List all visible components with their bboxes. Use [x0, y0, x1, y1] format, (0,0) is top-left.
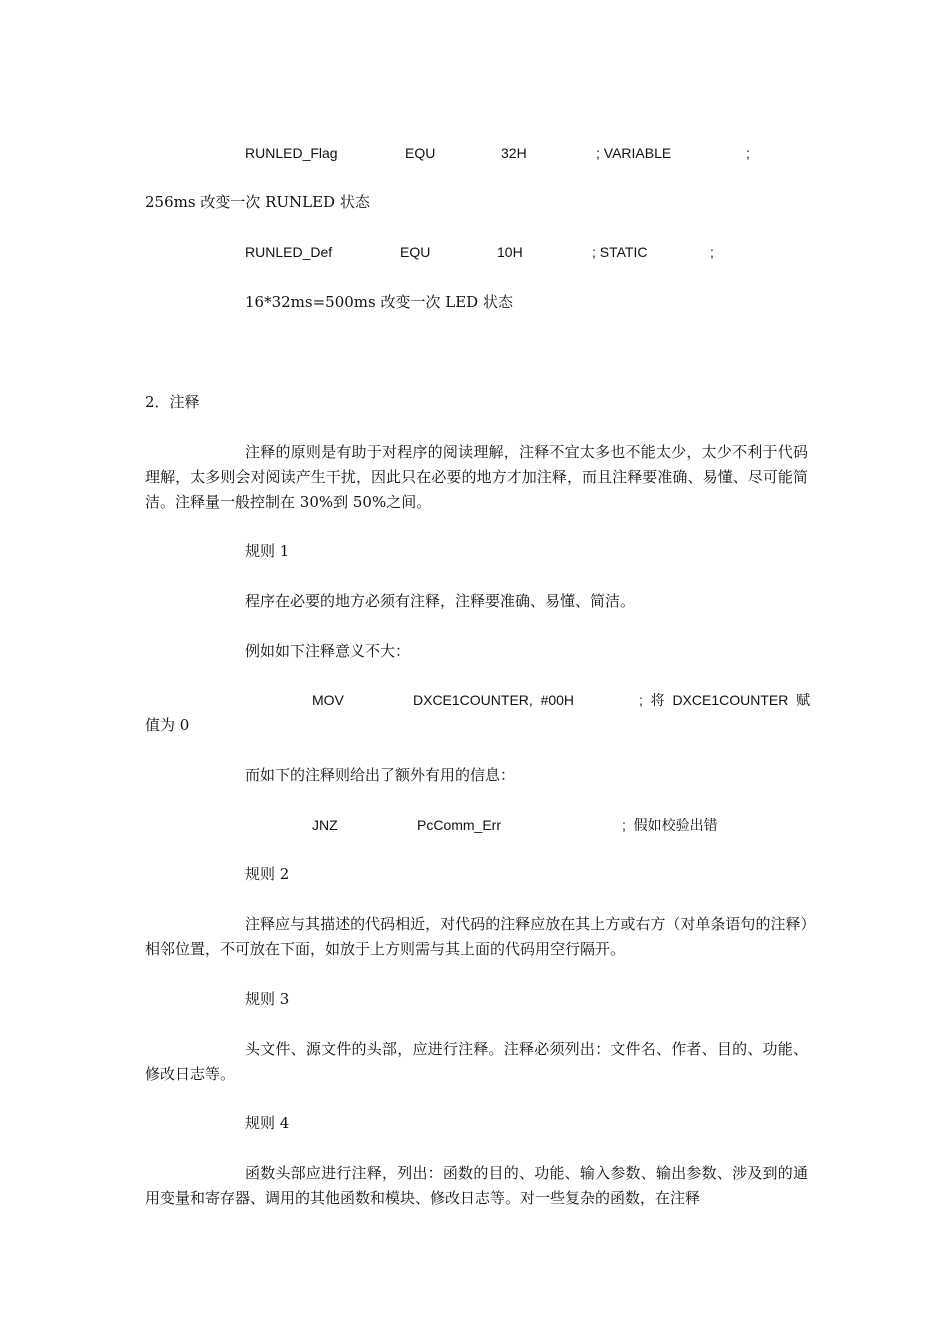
- code-value: 10H: [497, 244, 523, 260]
- code-comment: ; 将 DXCE1COUNTER 赋: [639, 692, 811, 708]
- rule-text: 头文件、源文件的头部，应进行注释。注释必须列出：文件名、作者、目的、功能、修改日志等。: [145, 1040, 808, 1083]
- code-op: JNZ: [312, 817, 338, 833]
- code-comment: ; 假如校验出错: [622, 817, 718, 833]
- code-comment: ; VARIABLE: [596, 145, 672, 161]
- code-args: PcComm_Err: [417, 817, 502, 833]
- code-directive: EQU: [405, 145, 436, 161]
- code-comment-continuation: 256ms 改变一次 RUNLED 状态: [145, 193, 370, 211]
- rule-text: 注释应与其描述的代码相近，对代码的注释应放在其上方或右方（对单条语句的注释）相邻位置，不可放在下面，如放于上方则需与其上面的代码用空行隔开。: [145, 915, 808, 958]
- rule-title: 规则 4: [245, 1114, 290, 1132]
- intro-paragraph: 注释的原则是有助于对程序的阅读理解，注释不宜太多也不能太少，太少不利于代码理解，太多则会对阅读产生干扰，因此只在必要的地方才加注释，而且注释要准确、易懂、尽可能简洁。注释量一般控制在 30%到 50%之间。: [145, 443, 808, 511]
- code-comment-continuation: 16*32ms=500ms 改变一次 LED 状态: [245, 293, 513, 311]
- code-name: RUNLED_Flag: [245, 145, 338, 161]
- code-directive: EQU: [400, 244, 431, 260]
- rule-title: 规则 1: [245, 542, 290, 560]
- code-op: MOV: [312, 692, 344, 708]
- rule-title: 规则 3: [245, 990, 290, 1008]
- code-value: 32H: [501, 145, 527, 161]
- example-intro: 而如下的注释则给出了额外有用的信息：: [245, 766, 516, 784]
- code-semicolon: ;: [746, 145, 750, 161]
- code-semicolon: ;: [710, 244, 714, 260]
- rule-text: 程序在必要的地方必须有注释，注释要准确、易懂、简洁。: [245, 592, 636, 610]
- code-comment-continuation: 值为 0: [145, 716, 190, 734]
- example-intro: 例如如下注释意义不大：: [245, 642, 411, 660]
- section-title: 2．注释: [145, 393, 200, 411]
- code-args: DXCE1COUNTER, #00H: [413, 692, 575, 708]
- code-name: RUNLED_Def: [245, 244, 333, 260]
- code-comment: ; STATIC: [592, 244, 648, 260]
- rule-title: 规则 2: [245, 865, 290, 883]
- rule-text: 函数头部应进行注释，列出：函数的目的、功能、输入参数、输出参数、涉及到的通用变量和寄存器、调用的其他函数和模块、修改日志等。对一些复杂的函数，在注释: [145, 1164, 808, 1207]
